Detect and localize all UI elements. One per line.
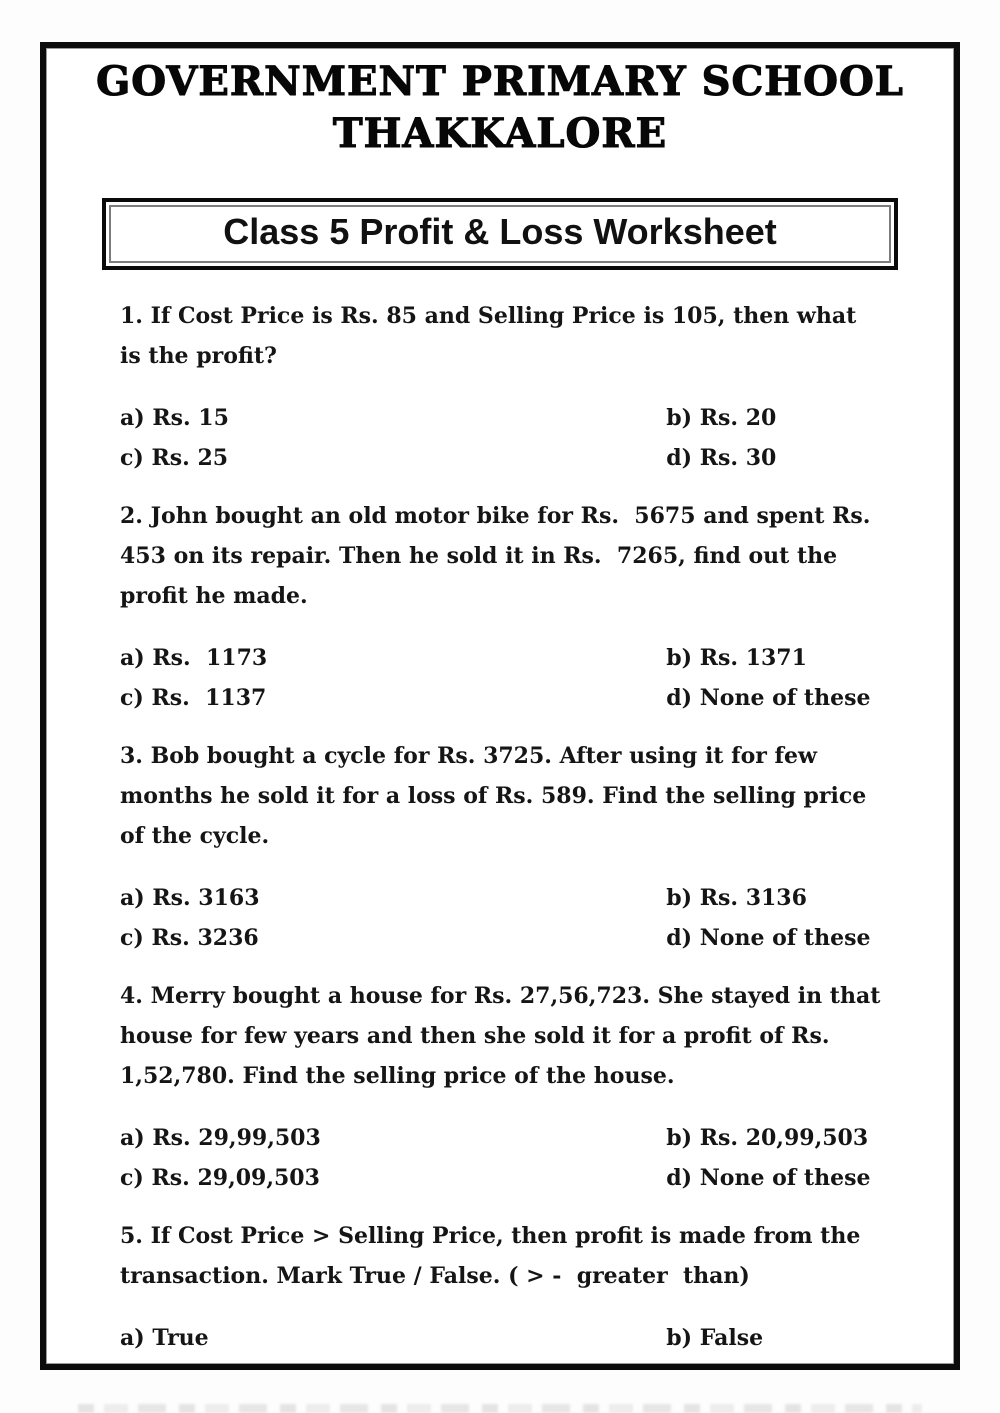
question-4 (120, 976, 889, 1198)
question-options (120, 638, 884, 718)
school-name (46, 56, 954, 160)
option-c[interactable]: c) Rs. 1137 (120, 685, 267, 711)
question-text: 4. Merry bought a house for Rs. 27,56,723. She stayed in that house for few years and then she sold it for a profit of Rs. 1,52,780. Find the selling price of the house. (120, 983, 889, 1089)
question-options (120, 1118, 884, 1198)
worksheet-title: Class 5 Profit & Loss Worksheet (223, 211, 777, 252)
question-5 (120, 1216, 884, 1358)
option-c[interactable]: c) Rs. 3236 (120, 925, 259, 951)
option-d[interactable]: d) None of these (666, 925, 871, 951)
question-text: 5. If Cost Price > Selling Price, then profit is made from the transaction. Mark True / False. ( > - greater than) (120, 1223, 869, 1289)
option-d[interactable]: d) None of these (666, 1165, 871, 1191)
option-b[interactable]: b) Rs. 1371 (666, 645, 807, 671)
school-name-line1: GOVERNMENT PRIMARY SCHOOL (96, 58, 904, 105)
question-options (120, 398, 884, 478)
page-frame (40, 42, 960, 1370)
question-text: 3. Bob bought a cycle for Rs. 3725. After using it for few months he sold it for a loss of Rs. 589. Find the selling price of the cycle. (120, 743, 874, 849)
option-b[interactable]: b) Rs. 20,99,503 (666, 1125, 869, 1151)
option-a[interactable]: a) True (120, 1325, 209, 1351)
option-a[interactable]: a) Rs. 15 (120, 405, 229, 431)
option-b[interactable]: b) Rs. 20 (666, 405, 777, 431)
next-page-text-fragment (78, 1404, 922, 1413)
question-options (120, 1318, 884, 1358)
worksheet-title-box-inner (109, 205, 891, 263)
question-2 (120, 496, 884, 718)
option-d[interactable]: d) None of these (666, 685, 871, 711)
option-d[interactable]: d) Rs. 30 (666, 445, 777, 471)
option-a[interactable]: a) Rs. 3163 (120, 885, 260, 911)
question-1 (120, 296, 884, 478)
school-name-line2: THAKKALORE (332, 110, 668, 157)
option-b[interactable]: b) False (666, 1325, 764, 1351)
worksheet-title-box (102, 198, 898, 270)
question-options (120, 878, 884, 958)
option-a[interactable]: a) Rs. 29,99,503 (120, 1125, 321, 1151)
option-c[interactable]: c) Rs. 29,09,503 (120, 1165, 320, 1191)
questions-area (46, 270, 954, 1358)
question-text: 1. If Cost Price is Rs. 85 and Selling Price is 105, then what is the profit? (120, 303, 864, 369)
option-c[interactable]: c) Rs. 25 (120, 445, 229, 471)
option-a[interactable]: a) Rs. 1173 (120, 645, 268, 671)
question-text: 2. John bought an old motor bike for Rs. 5675 and spent Rs. 453 on its repair. Then he sold it in Rs. 7265, find out the profit he made. (120, 503, 879, 609)
option-b[interactable]: b) Rs. 3136 (666, 885, 807, 911)
question-3 (120, 736, 884, 958)
